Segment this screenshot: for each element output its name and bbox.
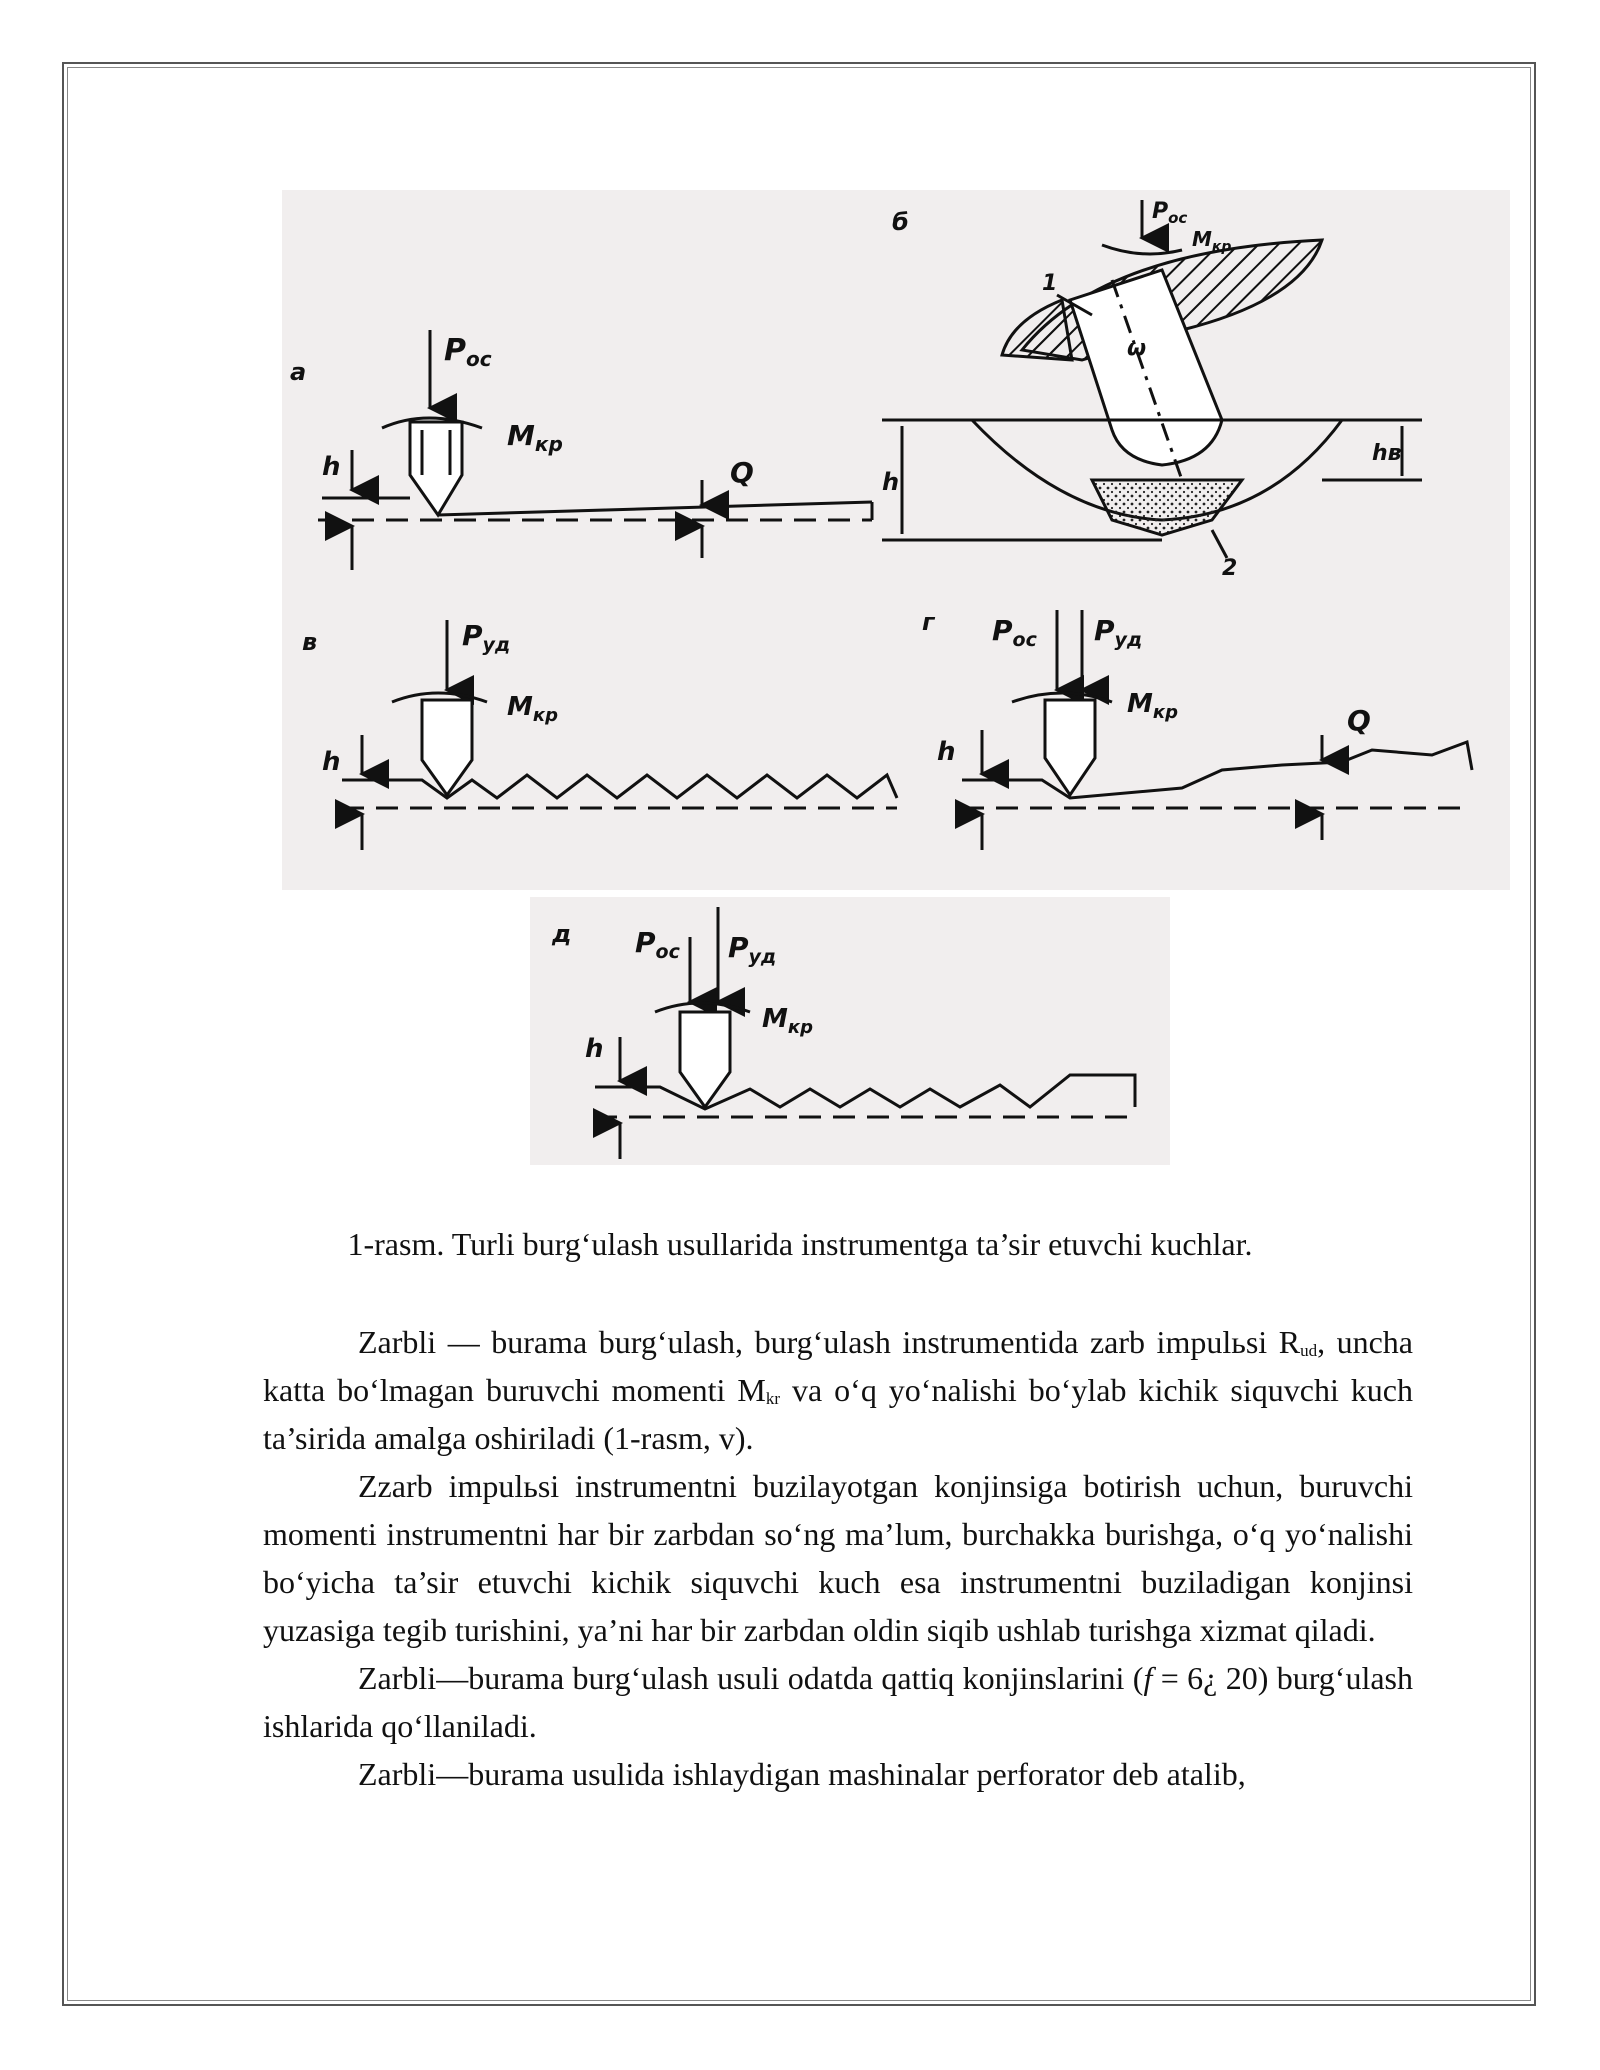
panel-g-letter: г <box>922 608 935 636</box>
paragraph-1: Zarbli — burama burg‘ulash, burg‘ulash instrumentida zarb impulьsi $R_{ud}$, uncha katta bo‘lmagan buruvchi momenti $M_{kr}$ va o‘q yo‘nalishi bo‘ylab kichik siquvchi kuch ta’sirida amalga oshiriladi (1-rasm, v). <box>263 1324 1414 1456</box>
force-label: $P_{oc}$ <box>1152 199 1188 227</box>
h-label: h <box>585 1034 604 1064</box>
h-label: h <box>882 468 900 496</box>
hb-label: hв <box>1372 441 1402 466</box>
drill-bit <box>422 700 472 795</box>
wavy-bottom <box>962 742 1472 798</box>
label-1: 1 <box>1042 271 1058 296</box>
omega-label: ω <box>1127 336 1147 361</box>
zigzag-bottom <box>595 1075 1135 1109</box>
panel-a <box>290 330 872 570</box>
figure-caption: 1-rasm. Turli burg‘ulash usullarida instrumentga ta’sir etuvchi kuchlar. <box>347 1226 1253 1262</box>
zigzag-bottom <box>342 775 897 798</box>
panel-v-letter: в <box>302 628 318 656</box>
panel-g <box>922 608 1472 850</box>
moment-label: $M_{кр}$ <box>507 419 563 456</box>
moment-label: $M_{кр}$ <box>1127 689 1178 723</box>
force-label: $P_{oc}$ <box>444 333 492 371</box>
h-label: h <box>322 747 341 777</box>
crushed-zone <box>1092 480 1242 535</box>
moment-label: $M_{кр}$ <box>1192 227 1232 255</box>
panel-b-letter: б <box>892 208 909 236</box>
drill-bit <box>410 422 462 515</box>
paragraph-4: Zarbli—burama usulida ishlaydigan mashinalar perforator deb atalib, <box>358 1756 1246 1792</box>
h-label: h <box>937 737 956 767</box>
label-2: 2 <box>1222 556 1238 581</box>
force2-label: $P_{уд}$ <box>728 931 777 968</box>
panel-v <box>302 619 897 850</box>
force2-label: $P_{уд}$ <box>1094 614 1143 651</box>
panel-a-letter: a <box>290 358 307 386</box>
panel-b <box>882 199 1422 581</box>
paragraph-3: Zarbli—burama burg‘ulash usuli odatda qattiq konjinslarini (f = 6¿ 20) burg‘ulash ishlarida qo‘llaniladi. <box>263 1660 1413 1744</box>
force1-label: $P_{oc}$ <box>635 926 680 963</box>
panel-d-letter: д <box>552 920 572 948</box>
drill-bit <box>680 1012 730 1107</box>
figure-top-scan <box>282 190 1510 890</box>
figure-bottom-scan <box>530 897 1170 1165</box>
h-label: h <box>322 452 341 482</box>
q-label: Q <box>730 456 754 489</box>
body-text <box>263 1318 1413 1798</box>
moment-label: $M_{кр}$ <box>507 692 558 726</box>
paragraph-2: Zzarb impulьsi instrumentni buzilayotgan konjinsiga botirish uchun, buruvchi momenti instrumentni har bir zarbdan so‘ng ma’lum, burchakka burishga, o‘q yo‘nalishi bo‘yicha ta’sir etuvchi kichik siquvchi kuch esa instrumentni buziladigan konjinsi yuzasiga tegib turishini, ya’ni har bir zarbdan oldin siqib ushlab turishga xizmat qiladi. <box>263 1468 1413 1648</box>
cone-body-left <box>1002 300 1072 360</box>
panel-d <box>551 907 1135 1159</box>
drill-bit <box>1045 700 1095 795</box>
force-label: $P_{уд}$ <box>462 619 511 656</box>
moment-label: $M_{кр}$ <box>762 1004 813 1038</box>
q-label: Q <box>1347 704 1371 737</box>
force1-label: $P_{oc}$ <box>992 614 1037 651</box>
